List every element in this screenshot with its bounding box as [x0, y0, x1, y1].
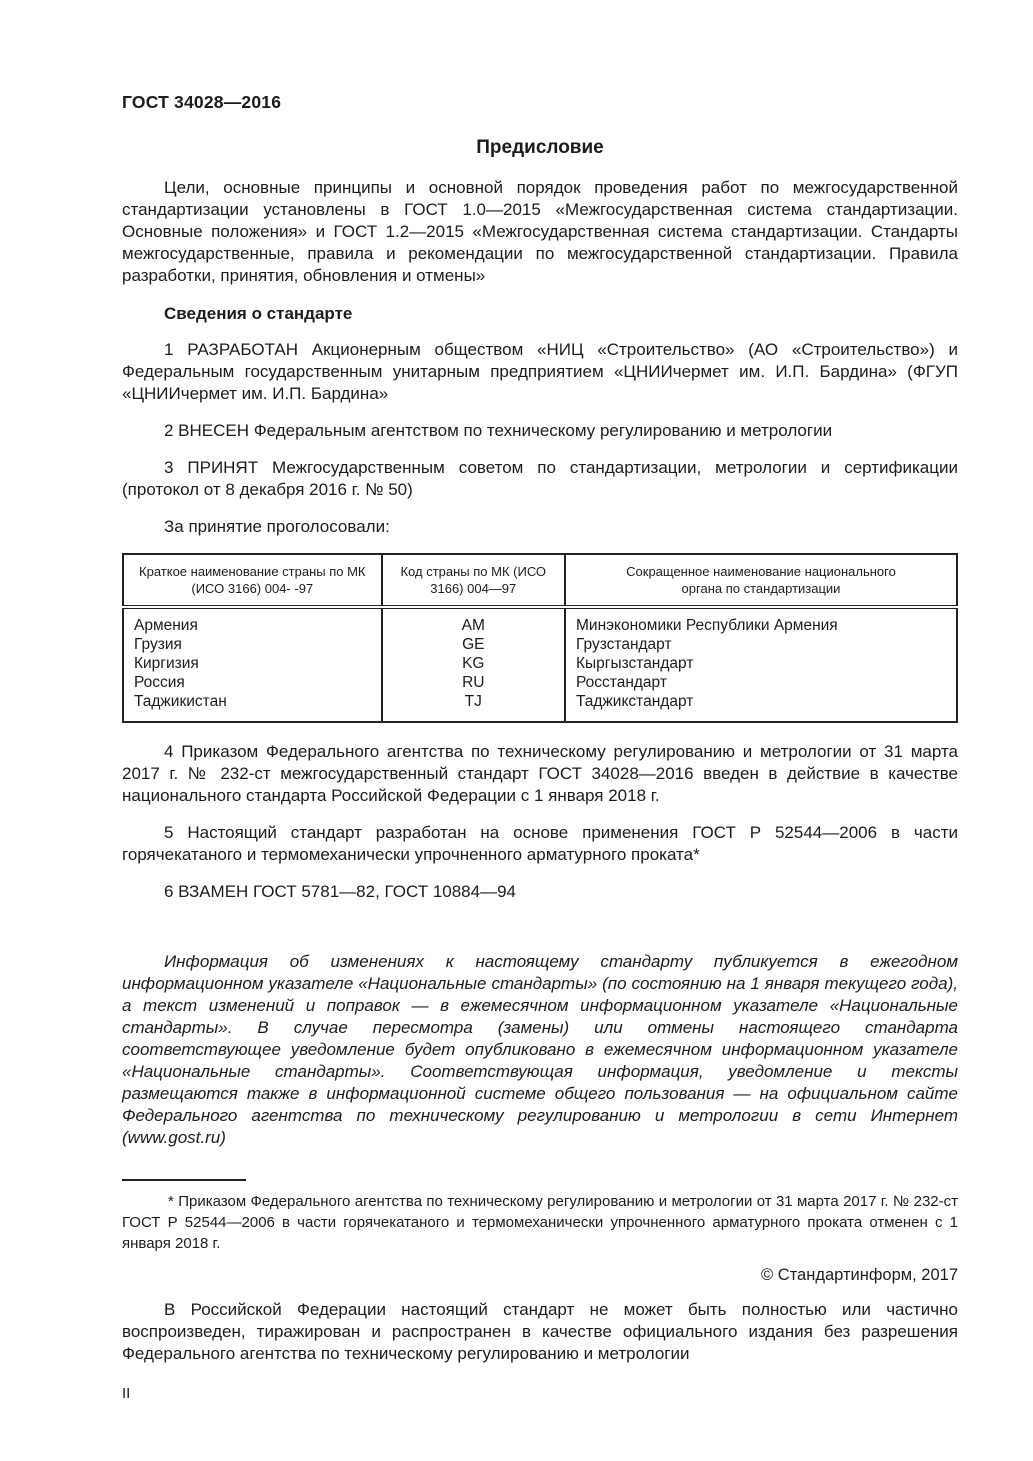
- header-text: Сокращенное наименование национального органа по стандартизации: [626, 564, 896, 596]
- vote-intro: За принятие проголосовали:: [164, 517, 390, 536]
- item-3-adopted: 3 ПРИНЯТ Межгосударственным советом по стандартизации, метрологии и сертификации (протокол от 8 декабря 2016 г. № 50): [122, 458, 958, 499]
- vote-table-header-body: [565, 554, 957, 607]
- footnote-paragraph: * Приказом Федерального агентства по техническому регулированию и метрологии от 31 марта 2017 г. № 232-ст ГОСТ Р 52544—2006 в части горячекатаного и термомеханически упрочненного арматурного проката отменен с 1 января 2018 г.: [122, 1193, 958, 1252]
- page-number: II: [122, 1385, 131, 1402]
- intro-paragraph: Цели, основные принципы и основной порядок проведения работ по межгосударственной стандартизации установлены в ГОСТ 1.0—2015 «Межгосударственная система стандартизации. Основные положения» и ГОСТ 1.2—2015 «Межгосударственная система стандартизации. Стандарты межгосударственные, правила и рекомендации по межгосударственной стандартизации. Правила разработки, принятия, обновления и отмены»: [122, 178, 958, 285]
- table-cell-country: Таджикистан: [123, 692, 382, 722]
- table-row: [123, 607, 957, 635]
- copyright-notice: © Стандартинформ, 2017: [761, 1266, 958, 1284]
- amendments-notice: Информация об изменениях к настоящему стандарту публикуется в ежегодном информационном указателе «Национальные стандарты» (по состоянию на 1 января текущего года), а текст изменений и поправок — в ежемесячном информационном указателе «Национальные стандарты». В случае пересмотра (замены) или отмены настоящего стандарта соответствующее уведомление будет опубликовано в ежемесячном информационном указателе «Национальные стандарты». Соответствующая информация, уведомление и тексты размещаются также в информационной системе общего пользования — на официальном сайте Федерального агентства по техническому регулированию и метрологии в сети Интернет (www.gost.ru): [122, 952, 958, 1147]
- item-6-replaces: 6 ВЗАМЕН ГОСТ 5781—82, ГОСТ 10884—94: [164, 882, 517, 901]
- table-row: [123, 635, 957, 654]
- table-cell-org: Кыргызстандарт: [565, 654, 957, 673]
- header-text: Краткое наименование страны по МК (ИСО 3166) 004- -97: [139, 564, 366, 596]
- reproduction-restriction: В Российской Федерации настоящий стандарт не может быть полностью или частично воспроизведен, тиражирован и распространен в качестве официального издания без разрешения Федерального агентства по техническому регулированию и метрологии: [122, 1300, 958, 1363]
- table-cell-code: AM: [382, 607, 565, 635]
- standard-info-heading: Сведения о стандарте: [164, 304, 353, 323]
- table-row: [123, 692, 957, 722]
- table-row: [123, 673, 957, 692]
- item-1-developed: 1 РАЗРАБОТАН Акционерным обществом «НИЦ «Строительство» (АО «Строительство») и Федеральным государственным унитарным предприятием «ЦНИИчермет им. И.П. Бардина» (ФГУП «ЦНИИчермет им. И.П. Бардина»: [122, 340, 958, 403]
- table-cell-country: Киргизия: [123, 654, 382, 673]
- vote-table-header: [123, 554, 957, 607]
- doc-number: ГОСТ 34028—2016: [122, 92, 282, 112]
- table-cell-code: KG: [382, 654, 565, 673]
- vote-table: [122, 553, 958, 723]
- item-2-submitted: 2 ВНЕСЕН Федеральным агентством по техническому регулированию и метрологии: [164, 421, 833, 440]
- vote-table-header-code: [382, 554, 565, 607]
- table-row: [123, 654, 957, 673]
- item-5-basis: 5 Настоящий стандарт разработан на основе применения ГОСТ Р 52544—2006 в части горячекатаного и термомеханически упрочненного арматурного проката*: [122, 823, 958, 864]
- footnote-separator: [122, 1179, 246, 1181]
- table-cell-org: Грузстандарт: [565, 635, 957, 654]
- table-cell-country: Грузия: [123, 635, 382, 654]
- table-cell-code: RU: [382, 673, 565, 692]
- item-4-order: 4 Приказом Федерального агентства по техническому регулированию и метрологии от 31 марта 2017 г. № 232-ст межгосударственный стандарт ГОСТ 34028—2016 введен в действие в качестве национального стандарта Российской Федерации с 1 января 2018 г.: [122, 742, 958, 805]
- page-title: Предисловие: [476, 137, 604, 158]
- table-cell-country: Россия: [123, 673, 382, 692]
- table-cell-org: Минэкономики Республики Армения: [565, 607, 957, 635]
- table-cell-code: GE: [382, 635, 565, 654]
- vote-table-body: [123, 607, 957, 722]
- header-text: Код страны по МК (ИСО 3166) 004—97: [400, 564, 547, 596]
- page-content: [122, 92, 958, 1402]
- table-cell-org: Таджикстандарт: [565, 692, 957, 722]
- table-cell-country: Армения: [123, 607, 382, 635]
- table-cell-org: Росстандарт: [565, 673, 957, 692]
- table-cell-code: TJ: [382, 692, 565, 722]
- vote-table-header-country: [123, 554, 382, 607]
